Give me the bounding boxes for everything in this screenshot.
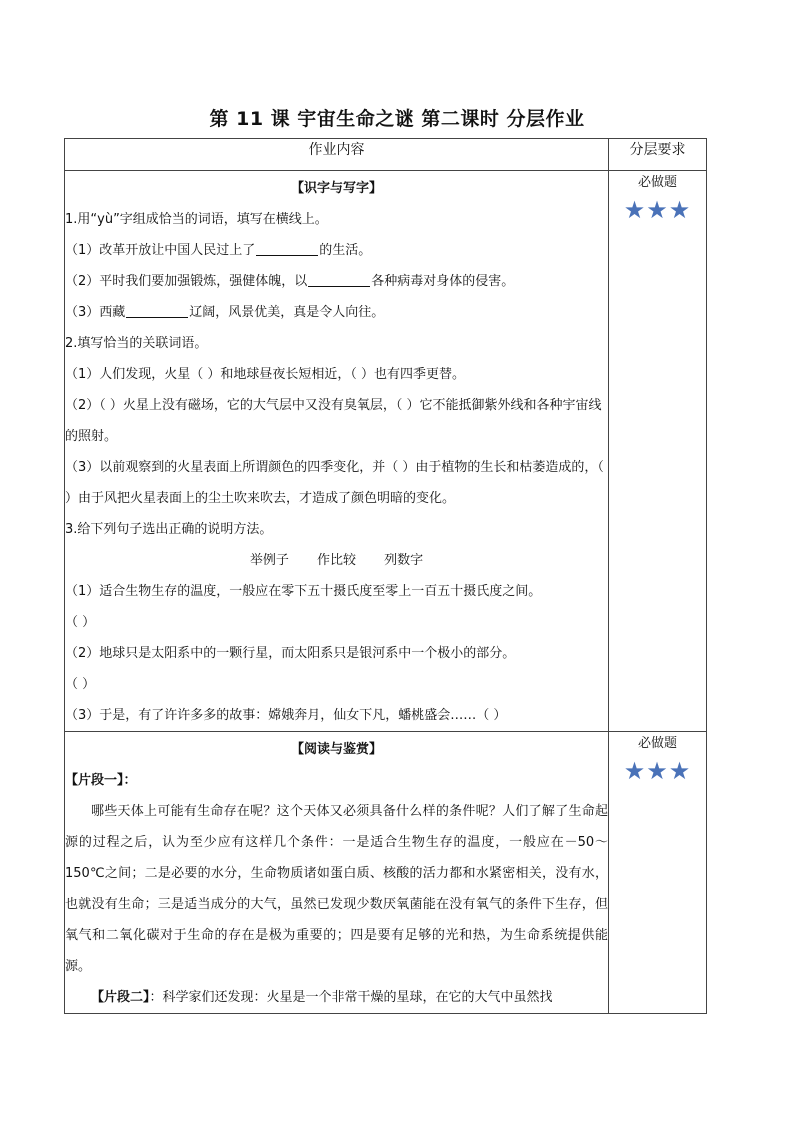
question-item: （3）于是，有了许许多多的故事：嫦娥奔月，仙女下凡，蟠桃盛会……（ ） xyxy=(65,708,507,723)
column-header-level: 分层要求 xyxy=(609,139,707,171)
fragment-label: 【片段一】： xyxy=(65,773,137,788)
question-item: （1）改革开放让中国人民过上了 的生活。 xyxy=(65,243,372,258)
question-title: 2.填写恰当的关联词语。 xyxy=(65,336,208,351)
section-row-literacy xyxy=(65,171,707,732)
question-item: （3）西藏 辽阔，风景优美，真是令人向往。 xyxy=(65,305,385,320)
question-title: 3.给下列句子选出正确的说明方法。 xyxy=(65,522,273,537)
column-header-content: 作业内容 xyxy=(65,139,609,171)
question-item: （2）地球只是太阳系中的一颗行星，而太阳系只是银河系中一个极小的部分。 xyxy=(65,646,516,661)
question-item: （2）平时我们要加强锻炼，强健体魄，以 各种病毒对身体的侵害。 xyxy=(65,274,515,289)
section-content-literacy xyxy=(65,171,609,732)
table-header-row xyxy=(65,139,707,171)
answer-blank[interactable] xyxy=(308,273,370,287)
option-compare: 作比较 xyxy=(316,553,356,568)
method-options xyxy=(65,545,608,576)
answer-parentheses[interactable]: （ ） xyxy=(65,615,96,630)
section-content-reading xyxy=(65,732,609,1014)
question-item: （1）适合生物生存的温度，一般应在零下五十摄氏度至零上一百五十摄氏度之间。 xyxy=(65,584,542,599)
answer-parentheses[interactable]: （ ） xyxy=(65,677,96,692)
level-label: 必做题 xyxy=(637,175,677,190)
section-level-reading xyxy=(609,732,707,1014)
section-row-reading xyxy=(65,732,707,1014)
option-example: 举例子 xyxy=(249,553,289,568)
fragment-two xyxy=(65,982,608,1013)
fragment-label: 【片段二】 xyxy=(91,990,150,1005)
star-rating-icon: ★★★ xyxy=(623,196,692,224)
option-numbers: 列数字 xyxy=(384,553,424,568)
answer-blank[interactable] xyxy=(126,304,188,318)
section-heading: 【阅读与鉴赏】 xyxy=(290,742,382,757)
homework-table xyxy=(64,138,707,1014)
question-title: 1.用“yù”字组成恰当的词语，填写在横线上。 xyxy=(65,212,328,227)
section-level-literacy xyxy=(609,171,707,732)
question-item: （3）以前观察到的火星表面上所谓颜色的四季变化，并（ ）由于植物的生长和枯萎造成的，（ ）由于风把火星表面上的尘土吹来吹去，才造成了颜色明暗的变化。 xyxy=(65,460,604,506)
question-item: （1）人们发现，火星（ ）和地球昼夜长短相近，（ ）也有四季更替。 xyxy=(65,367,466,382)
page-title: 第 11 课 宇宙生命之谜 第二课时 分层作业 xyxy=(209,108,585,130)
question-item: （2）（ ）火星上没有磁场，它的大气层中又没有臭氧层，（ ）它不能抵御紫外线和各种宇宙线的照射。 xyxy=(65,398,602,444)
answer-blank[interactable] xyxy=(256,242,318,256)
fragment-text: ：科学家们还发现：火星是一个非常干燥的星球，在它的大气中虽然找 xyxy=(149,990,553,1005)
section-heading: 【识字与写字】 xyxy=(290,181,382,196)
fragment-text: 哪些天体上可能有生命存在呢？这个天体又必须具备什么样的条件呢？人们了解了生命起源的过程之后，认为至少应有这样几个条件：一是适合生物生存的温度，一般应在－50～150℃之间；二是必要的水分，生命物质诸如蛋白质、核酸的活力都和水紧密相关，没有水，也就没有生命；三是适当成分的大气，虽然已发现少数厌氧菌能在没有氧气的条件下生存，但氧气和二氧化碳对于生命的存在是极为重要的；四是要有足够的光和热，为生命系统提供能源。 xyxy=(65,804,608,974)
star-rating-icon: ★★★ xyxy=(623,757,692,785)
level-label: 必做题 xyxy=(637,736,677,751)
